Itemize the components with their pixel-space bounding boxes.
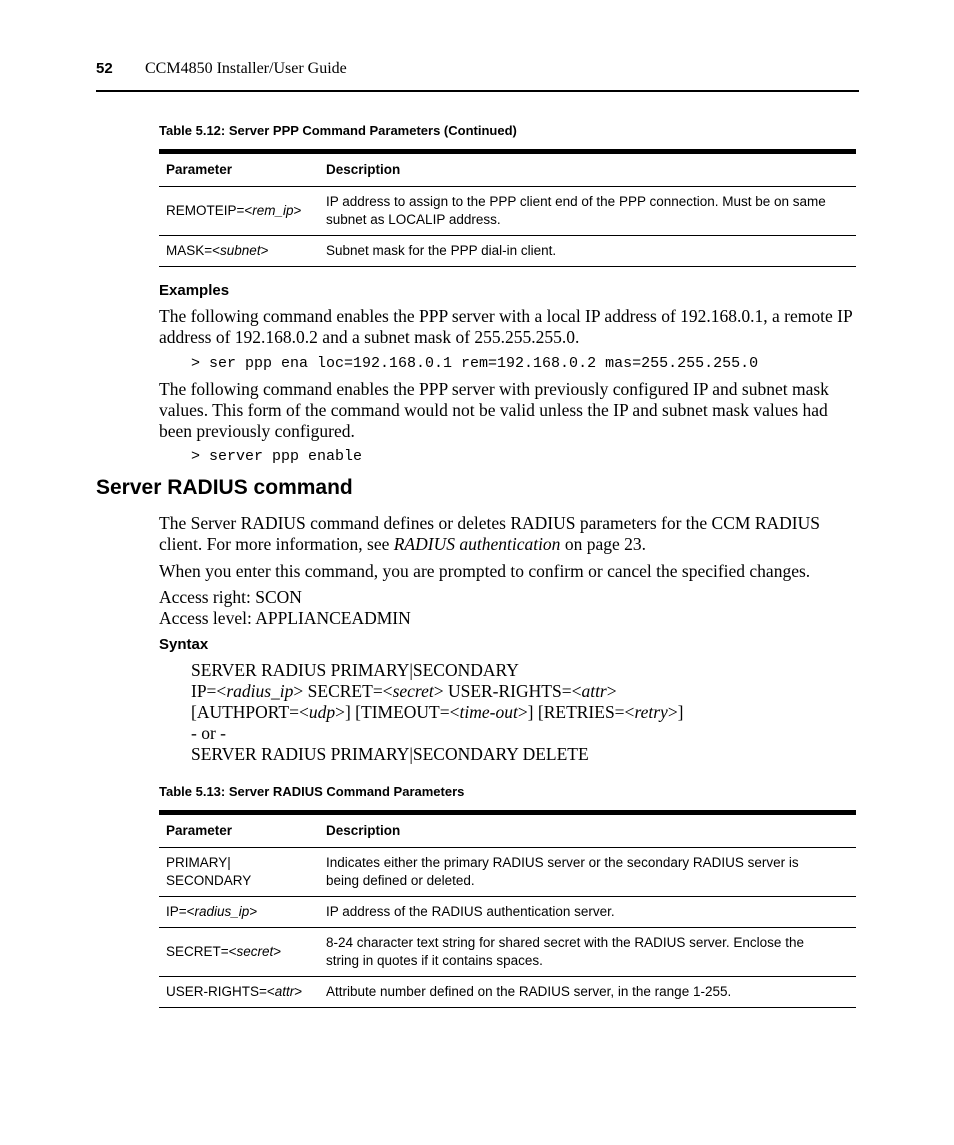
table-row [159, 187, 856, 236]
description-cell: Attribute number defined on the RADIUS server, in the range 1-255. [319, 977, 856, 1008]
table-header-row [159, 152, 856, 187]
ppp-parameters-table [159, 149, 856, 267]
section-heading: Server RADIUS command [96, 476, 353, 499]
parameter-cell: SECRET=<secret> [159, 928, 319, 977]
running-header [96, 58, 859, 92]
column-header-parameter: Parameter [159, 813, 319, 848]
table-row [159, 928, 856, 977]
code-example-2: > server ppp enable [191, 448, 363, 465]
table-row [159, 848, 856, 897]
table-row [159, 236, 856, 267]
parameter-cell: USER-RIGHTS=<attr> [159, 977, 319, 1008]
parameter-cell: IP=<radius_ip> [159, 897, 319, 928]
table-row [159, 977, 856, 1008]
syntax-line-3: [AUTHPORT=<udp>] [TIMEOUT=<time-out>] [RETRIES=<retry>] [191, 702, 684, 722]
syntax-line-5: SERVER RADIUS PRIMARY|SECONDARY DELETE [191, 744, 589, 764]
description-cell: Indicates either the primary RADIUS server or the secondary RADIUS server is being defined or deleted. [319, 848, 856, 897]
syntax-or: - or - [191, 723, 226, 743]
table-row [159, 897, 856, 928]
description-cell: IP address to assign to the PPP client end of the PPP connection. Must be on same subnet as LOCALIP address. [319, 187, 856, 236]
parameter-cell: PRIMARY| SECONDARY [159, 848, 319, 897]
radius-intro-paragraph: The Server RADIUS command defines or deletes RADIUS parameters for the CCM RADIUS client. For more information, see RADIUS authentication on page 23. [159, 513, 820, 554]
parameter-cell: MASK=<subnet> [159, 236, 319, 267]
column-header-description: Description [319, 813, 856, 848]
description-cell: 8-24 character text string for shared secret with the RADIUS server. Enclose the string in quotes if it contains spaces. [319, 928, 856, 977]
confirm-paragraph: When you enter this command, you are prompted to confirm or cancel the specified changes. [159, 561, 811, 581]
column-header-description: Description [319, 152, 856, 187]
parameter-cell: REMOTEIP=<rem_ip> [159, 187, 319, 236]
examples-paragraph-2: The following command enables the PPP server with previously configured IP and subnet mask values. This form of the command would not be valid unless the IP and subnet mask values had been previously configured. [159, 379, 829, 441]
access-level: Access level: APPLIANCEADMIN [159, 608, 411, 628]
guide-title: CCM4850 Installer/User Guide [145, 60, 347, 77]
syntax-line-1: SERVER RADIUS PRIMARY|SECONDARY [191, 660, 519, 680]
table-header-row [159, 813, 856, 848]
page-number: 52 [96, 60, 113, 77]
description-cell: Subnet mask for the PPP dial-in client. [319, 236, 856, 267]
table-caption-radius: Table 5.13: Server RADIUS Command Parameters [159, 784, 465, 799]
description-cell: IP address of the RADIUS authentication server. [319, 897, 856, 928]
column-header-parameter: Parameter [159, 152, 319, 187]
radius-authentication-link[interactable]: RADIUS authentication [393, 534, 561, 554]
examples-heading: Examples [159, 282, 230, 299]
access-right: Access right: SCON [159, 587, 302, 607]
syntax-line-2: IP=<radius_ip> SECRET=<secret> USER-RIGHTS=<attr> [191, 681, 617, 701]
radius-parameters-table [159, 810, 856, 1008]
syntax-heading: Syntax [159, 636, 209, 653]
code-example-1: > ser ppp ena loc=192.168.0.1 rem=192.168.0.2 mas=255.255.255.0 [191, 355, 759, 372]
examples-paragraph-1: The following command enables the PPP server with a local IP address of 192.168.0.1, a remote IP address of 192.168.0.2 and a subnet mask of 255.255.255.0. [159, 306, 853, 347]
table-caption-ppp: Table 5.12: Server PPP Command Parameters (Continued) [159, 123, 517, 138]
